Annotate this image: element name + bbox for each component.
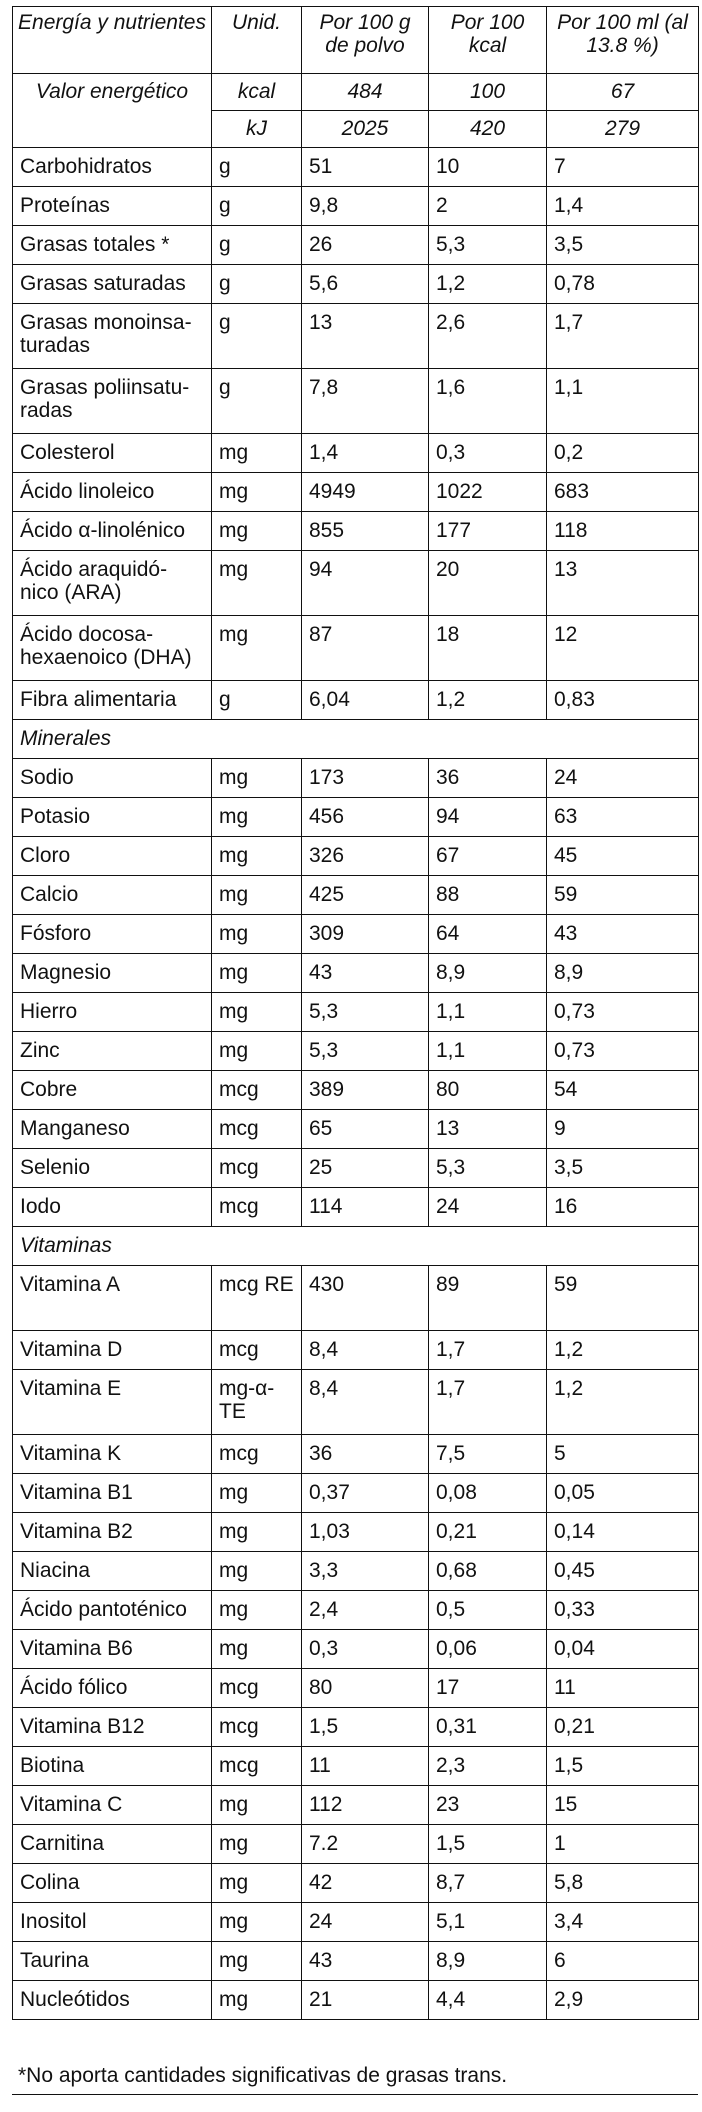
nutrition-table-container — [12, 6, 698, 2020]
value-per100ml: 45 — [547, 837, 699, 876]
nutrient-unit: mg — [212, 1552, 302, 1591]
nutrient-unit: mg — [212, 434, 302, 473]
nutrient-unit: mg — [212, 1513, 302, 1552]
table-row — [13, 993, 699, 1032]
section-header-row — [13, 720, 699, 759]
nutrient-name: Colina — [13, 1864, 212, 1903]
nutrient-unit: mg — [212, 759, 302, 798]
nutrient-name: Vitamina C — [13, 1786, 212, 1825]
nutrient-name: Proteínas — [13, 187, 212, 226]
value-per100g: 87 — [302, 616, 429, 681]
value-per100g: 65 — [302, 1110, 429, 1149]
nutrient-name: Hierro — [13, 993, 212, 1032]
nutrient-unit: mg — [212, 1474, 302, 1513]
nutrient-name: Grasas saturadas — [13, 265, 212, 304]
nutrient-body — [13, 148, 699, 2020]
nutrient-name: Potasio — [13, 798, 212, 837]
nutrient-name: Vitamina B1 — [13, 1474, 212, 1513]
value-per100kcal: 5,3 — [429, 1149, 547, 1188]
header-unit: Unid. — [212, 7, 302, 74]
value-per100kcal: 80 — [429, 1071, 547, 1110]
value-per100ml: 3,5 — [547, 1149, 699, 1188]
section-title: Minerales — [13, 720, 699, 759]
nutrient-unit: mg-α-TE — [212, 1370, 302, 1435]
nutrient-name: Iodo — [13, 1188, 212, 1227]
nutrient-name: Zinc — [13, 1032, 212, 1071]
table-row — [13, 1903, 699, 1942]
value-per100g: 36 — [302, 1435, 429, 1474]
value-per100kcal: 2 — [429, 187, 547, 226]
section-header-row — [13, 1227, 699, 1266]
value-per100ml: 1,4 — [547, 187, 699, 226]
header-per100g: Por 100 g de polvo — [302, 7, 429, 74]
table-row — [13, 1747, 699, 1786]
nutrient-unit: mg — [212, 512, 302, 551]
table-row — [13, 304, 699, 369]
nutrient-name: Calcio — [13, 876, 212, 915]
value-per100g: 430 — [302, 1266, 429, 1331]
nutrient-unit: mg — [212, 915, 302, 954]
value-per100kcal: 94 — [429, 798, 547, 837]
value-per100ml: 6 — [547, 1942, 699, 1981]
value-per100kcal: 1,6 — [429, 369, 547, 434]
table-row — [13, 876, 699, 915]
energy-kj-per100g: 2025 — [302, 111, 429, 148]
value-per100g: 21 — [302, 1981, 429, 2020]
value-per100g: 1,5 — [302, 1708, 429, 1747]
value-per100g: 456 — [302, 798, 429, 837]
energy-kcal-row — [13, 74, 699, 111]
nutrient-unit: g — [212, 187, 302, 226]
value-per100ml: 63 — [547, 798, 699, 837]
value-per100ml: 3,5 — [547, 226, 699, 265]
table-row — [13, 1708, 699, 1747]
value-per100kcal: 36 — [429, 759, 547, 798]
value-per100ml: 43 — [547, 915, 699, 954]
value-per100g: 8,4 — [302, 1331, 429, 1370]
value-per100kcal: 1,7 — [429, 1370, 547, 1435]
table-row — [13, 1435, 699, 1474]
value-per100g: 8,4 — [302, 1370, 429, 1435]
value-per100kcal: 4,4 — [429, 1981, 547, 2020]
value-per100kcal: 1,7 — [429, 1331, 547, 1370]
value-per100ml: 0,73 — [547, 993, 699, 1032]
value-per100g: 1,4 — [302, 434, 429, 473]
nutrient-unit: mg — [212, 1903, 302, 1942]
value-per100g: 112 — [302, 1786, 429, 1825]
value-per100g: 309 — [302, 915, 429, 954]
table-row — [13, 369, 699, 434]
nutrient-unit: mg — [212, 1825, 302, 1864]
energy-kj-unit: kJ — [212, 111, 302, 148]
value-per100kcal: 8,9 — [429, 1942, 547, 1981]
nutrient-name: Vitamina A — [13, 1266, 212, 1331]
value-per100ml: 11 — [547, 1669, 699, 1708]
value-per100g: 7,8 — [302, 369, 429, 434]
value-per100kcal: 17 — [429, 1669, 547, 1708]
table-row — [13, 1786, 699, 1825]
value-per100kcal: 20 — [429, 551, 547, 616]
value-per100kcal: 0,21 — [429, 1513, 547, 1552]
value-per100g: 4949 — [302, 473, 429, 512]
value-per100g: 425 — [302, 876, 429, 915]
nutrient-unit: mcg — [212, 1331, 302, 1370]
value-per100ml: 1,1 — [547, 369, 699, 434]
value-per100kcal: 89 — [429, 1266, 547, 1331]
value-per100ml: 1 — [547, 1825, 699, 1864]
nutrient-name: Nucleótidos — [13, 1981, 212, 2020]
value-per100ml: 1,2 — [547, 1370, 699, 1435]
nutrient-unit: mg — [212, 1032, 302, 1071]
value-per100g: 80 — [302, 1669, 429, 1708]
value-per100kcal: 0,08 — [429, 1474, 547, 1513]
table-row — [13, 1942, 699, 1981]
nutrient-unit: g — [212, 265, 302, 304]
value-per100ml: 1,2 — [547, 1331, 699, 1370]
header-row — [13, 7, 699, 74]
value-per100ml: 16 — [547, 1188, 699, 1227]
table-row — [13, 1188, 699, 1227]
nutrient-name: Ácido linoleico — [13, 473, 212, 512]
table-row — [13, 759, 699, 798]
nutrient-unit: mg — [212, 1591, 302, 1630]
value-per100ml: 9 — [547, 1110, 699, 1149]
table-row — [13, 616, 699, 681]
value-per100ml: 118 — [547, 512, 699, 551]
section-title: Vitaminas — [13, 1227, 699, 1266]
value-per100ml: 3,4 — [547, 1903, 699, 1942]
value-per100kcal: 13 — [429, 1110, 547, 1149]
value-per100ml: 1,7 — [547, 304, 699, 369]
table-row — [13, 1266, 699, 1331]
table-row — [13, 148, 699, 187]
nutrient-name: Ácido docosa-hexaenoico (DHA) — [13, 616, 212, 681]
value-per100ml: 59 — [547, 1266, 699, 1331]
energy-kj-per100kcal: 420 — [429, 111, 547, 148]
value-per100ml: 0,21 — [547, 1708, 699, 1747]
table-row — [13, 1669, 699, 1708]
table-row — [13, 798, 699, 837]
nutrient-unit: g — [212, 304, 302, 369]
nutrient-name: Vitamina E — [13, 1370, 212, 1435]
value-per100kcal: 8,7 — [429, 1864, 547, 1903]
nutrition-table — [12, 6, 699, 2020]
value-per100kcal: 1,1 — [429, 1032, 547, 1071]
value-per100g: 2,4 — [302, 1591, 429, 1630]
nutrient-unit: g — [212, 369, 302, 434]
table-row — [13, 1149, 699, 1188]
footnote: *No aporta cantidades significativas de grasas trans. — [18, 2064, 508, 2087]
value-per100kcal: 18 — [429, 616, 547, 681]
value-per100kcal: 1,5 — [429, 1825, 547, 1864]
value-per100g: 326 — [302, 837, 429, 876]
value-per100kcal: 7,5 — [429, 1435, 547, 1474]
value-per100kcal: 8,9 — [429, 954, 547, 993]
table-row — [13, 954, 699, 993]
table-row — [13, 187, 699, 226]
value-per100g: 42 — [302, 1864, 429, 1903]
value-per100g: 1,03 — [302, 1513, 429, 1552]
nutrient-name: Fibra alimentaria — [13, 681, 212, 720]
energy-kcal-unit: kcal — [212, 74, 302, 111]
nutrient-name: Vitamina B6 — [13, 1630, 212, 1669]
nutrient-unit: g — [212, 681, 302, 720]
nutrient-name: Vitamina B2 — [13, 1513, 212, 1552]
value-per100kcal: 0,06 — [429, 1630, 547, 1669]
nutrient-unit: mg — [212, 954, 302, 993]
nutrient-unit: mg — [212, 473, 302, 512]
nutrient-name: Ácido α-linolénico — [13, 512, 212, 551]
value-per100g: 3,3 — [302, 1552, 429, 1591]
value-per100g: 5,6 — [302, 265, 429, 304]
value-per100ml: 0,83 — [547, 681, 699, 720]
nutrient-unit: mg — [212, 1942, 302, 1981]
table-row — [13, 1981, 699, 2020]
value-per100ml: 0,2 — [547, 434, 699, 473]
value-per100ml: 1,5 — [547, 1747, 699, 1786]
value-per100g: 389 — [302, 1071, 429, 1110]
value-per100kcal: 177 — [429, 512, 547, 551]
value-per100kcal: 1,2 — [429, 681, 547, 720]
value-per100ml: 0,45 — [547, 1552, 699, 1591]
nutrient-unit: mg — [212, 551, 302, 616]
table-row — [13, 1071, 699, 1110]
value-per100g: 43 — [302, 954, 429, 993]
nutrient-unit: mcg — [212, 1747, 302, 1786]
value-per100ml: 0,05 — [547, 1474, 699, 1513]
nutrient-unit: mcg RE — [212, 1266, 302, 1331]
value-per100g: 43 — [302, 1942, 429, 1981]
value-per100kcal: 67 — [429, 837, 547, 876]
nutrient-name: Fósforo — [13, 915, 212, 954]
value-per100kcal: 1,1 — [429, 993, 547, 1032]
value-per100kcal: 0,31 — [429, 1708, 547, 1747]
nutrient-unit: mcg — [212, 1708, 302, 1747]
value-per100g: 5,3 — [302, 1032, 429, 1071]
value-per100ml: 5,8 — [547, 1864, 699, 1903]
table-row — [13, 1630, 699, 1669]
nutrient-unit: mcg — [212, 1435, 302, 1474]
header-per100kcal: Por 100 kcal — [429, 7, 547, 74]
value-per100ml: 0,14 — [547, 1513, 699, 1552]
energy-kj-per100ml: 279 — [547, 111, 699, 148]
value-per100g: 25 — [302, 1149, 429, 1188]
value-per100ml: 13 — [547, 551, 699, 616]
nutrient-name: Sodio — [13, 759, 212, 798]
nutrient-name: Ácido araquidó-nico (ARA) — [13, 551, 212, 616]
nutrient-unit: mg — [212, 1981, 302, 2020]
nutrient-name: Colesterol — [13, 434, 212, 473]
table-row — [13, 1032, 699, 1071]
table-row — [13, 1370, 699, 1435]
nutrient-unit: g — [212, 226, 302, 265]
nutrient-unit: mg — [212, 876, 302, 915]
value-per100ml: 0,33 — [547, 1591, 699, 1630]
nutrient-name: Taurina — [13, 1942, 212, 1981]
footer-rule — [12, 2094, 698, 2095]
table-row — [13, 1110, 699, 1149]
value-per100g: 11 — [302, 1747, 429, 1786]
value-per100g: 24 — [302, 1903, 429, 1942]
nutrient-unit: mcg — [212, 1188, 302, 1227]
value-per100g: 5,3 — [302, 993, 429, 1032]
nutrient-name: Carnitina — [13, 1825, 212, 1864]
table-row — [13, 226, 699, 265]
value-per100ml: 0,04 — [547, 1630, 699, 1669]
value-per100kcal: 0,5 — [429, 1591, 547, 1630]
nutrient-unit: mcg — [212, 1149, 302, 1188]
energy-label: Valor energético — [13, 74, 212, 148]
table-row — [13, 1513, 699, 1552]
nutrient-unit: mg — [212, 1786, 302, 1825]
value-per100kcal: 2,6 — [429, 304, 547, 369]
nutrient-name: Magnesio — [13, 954, 212, 993]
nutrient-name: Carbohidratos — [13, 148, 212, 187]
value-per100kcal: 1,2 — [429, 265, 547, 304]
table-row — [13, 512, 699, 551]
table-row — [13, 551, 699, 616]
value-per100g: 855 — [302, 512, 429, 551]
table-row — [13, 434, 699, 473]
value-per100g: 26 — [302, 226, 429, 265]
header-per100ml: Por 100 ml (al 13.8 %) — [547, 7, 699, 74]
value-per100kcal: 1022 — [429, 473, 547, 512]
value-per100ml: 2,9 — [547, 1981, 699, 2020]
table-row — [13, 1864, 699, 1903]
value-per100kcal: 0,68 — [429, 1552, 547, 1591]
table-row — [13, 1474, 699, 1513]
value-per100g: 7.2 — [302, 1825, 429, 1864]
nutrient-name: Ácido fólico — [13, 1669, 212, 1708]
value-per100kcal: 64 — [429, 915, 547, 954]
value-per100kcal: 23 — [429, 1786, 547, 1825]
table-row — [13, 473, 699, 512]
nutrient-name: Vitamina B12 — [13, 1708, 212, 1747]
nutrient-name: Grasas monoinsa-turadas — [13, 304, 212, 369]
value-per100g: 0,3 — [302, 1630, 429, 1669]
value-per100g: 0,37 — [302, 1474, 429, 1513]
value-per100kcal: 24 — [429, 1188, 547, 1227]
value-per100g: 9,8 — [302, 187, 429, 226]
value-per100kcal: 2,3 — [429, 1747, 547, 1786]
table-row — [13, 1552, 699, 1591]
nutrient-name: Cobre — [13, 1071, 212, 1110]
value-per100kcal: 0,3 — [429, 434, 547, 473]
value-per100g: 94 — [302, 551, 429, 616]
nutrient-name: Manganeso — [13, 1110, 212, 1149]
nutrient-unit: mg — [212, 798, 302, 837]
nutrient-name: Selenio — [13, 1149, 212, 1188]
nutrient-name: Grasas totales * — [13, 226, 212, 265]
value-per100kcal: 10 — [429, 148, 547, 187]
table-row — [13, 915, 699, 954]
value-per100ml: 59 — [547, 876, 699, 915]
value-per100ml: 8,9 — [547, 954, 699, 993]
value-per100g: 51 — [302, 148, 429, 187]
nutrient-name: Cloro — [13, 837, 212, 876]
energy-kcal-per100ml: 67 — [547, 74, 699, 111]
nutrient-name: Vitamina K — [13, 1435, 212, 1474]
nutrient-name: Vitamina D — [13, 1331, 212, 1370]
value-per100ml: 15 — [547, 1786, 699, 1825]
value-per100g: 6,04 — [302, 681, 429, 720]
nutrient-name: Grasas poliinsatu-radas — [13, 369, 212, 434]
value-per100ml: 0,73 — [547, 1032, 699, 1071]
energy-kcal-per100kcal: 100 — [429, 74, 547, 111]
nutrient-unit: mg — [212, 993, 302, 1032]
value-per100g: 114 — [302, 1188, 429, 1227]
nutrient-name: Ácido pantoténico — [13, 1591, 212, 1630]
nutrient-name: Niacina — [13, 1552, 212, 1591]
value-per100kcal: 5,1 — [429, 1903, 547, 1942]
table-row — [13, 265, 699, 304]
nutrient-unit: mcg — [212, 1071, 302, 1110]
table-row — [13, 1825, 699, 1864]
table-row — [13, 681, 699, 720]
header-nutrient: Energía y nutrientes — [13, 7, 212, 74]
value-per100ml: 0,78 — [547, 265, 699, 304]
nutrient-unit: mcg — [212, 1110, 302, 1149]
value-per100ml: 54 — [547, 1071, 699, 1110]
value-per100ml: 12 — [547, 616, 699, 681]
nutrient-unit: mg — [212, 1864, 302, 1903]
nutrient-unit: g — [212, 148, 302, 187]
energy-kcal-per100g: 484 — [302, 74, 429, 111]
nutrient-unit: mg — [212, 837, 302, 876]
value-per100kcal: 88 — [429, 876, 547, 915]
nutrient-unit: mcg — [212, 1669, 302, 1708]
value-per100ml: 7 — [547, 148, 699, 187]
value-per100ml: 683 — [547, 473, 699, 512]
value-per100ml: 24 — [547, 759, 699, 798]
table-row — [13, 837, 699, 876]
value-per100kcal: 5,3 — [429, 226, 547, 265]
table-row — [13, 1591, 699, 1630]
value-per100ml: 5 — [547, 1435, 699, 1474]
nutrient-name: Inositol — [13, 1903, 212, 1942]
nutrient-unit: mg — [212, 1630, 302, 1669]
nutrient-unit: mg — [212, 616, 302, 681]
value-per100g: 13 — [302, 304, 429, 369]
nutrient-name: Biotina — [13, 1747, 212, 1786]
value-per100g: 173 — [302, 759, 429, 798]
table-row — [13, 1331, 699, 1370]
